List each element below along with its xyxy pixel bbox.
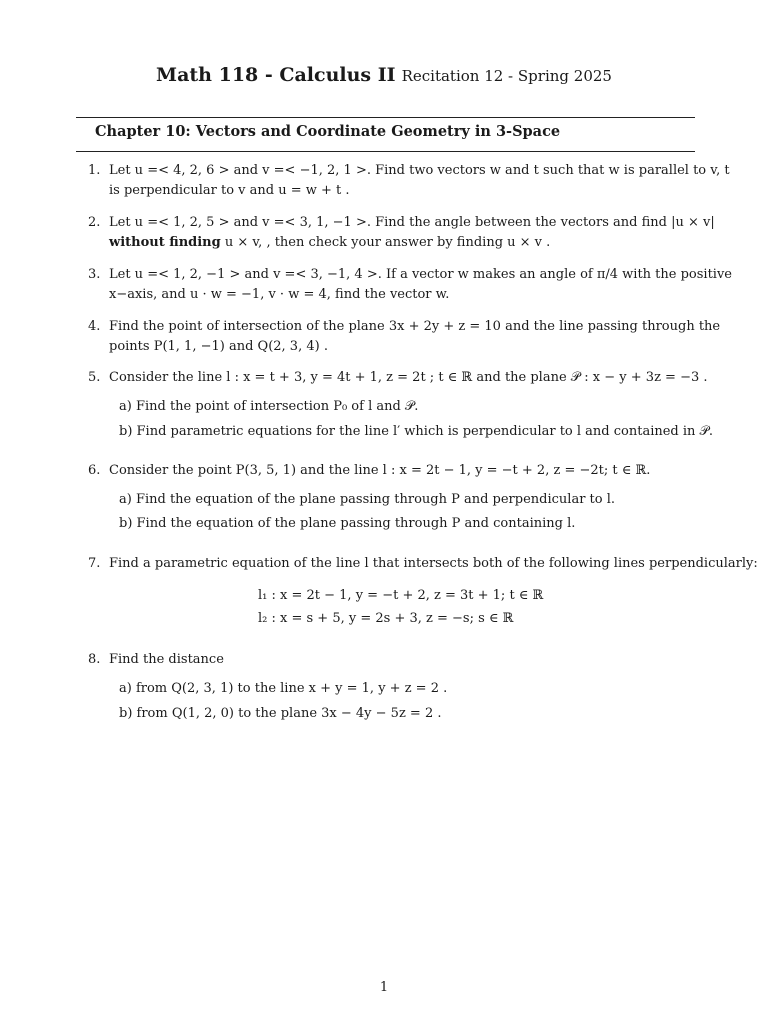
sub-item-a: a) from Q(2, 3, 1) to the line x + y = 1, y + z = 2 . xyxy=(119,681,448,696)
problem-number: 2. xyxy=(88,215,101,230)
top-rule xyxy=(76,117,695,118)
problem-text-line xyxy=(88,233,696,253)
problem-4 xyxy=(88,317,721,357)
problem-6 xyxy=(88,461,696,481)
course-title: Math 118 - Calculus II xyxy=(156,64,396,86)
problem-text-line: Let u =< 1, 2, 5 > and v =< 3, 1, −1 >. Find the angle between the vectors and find |u × v| xyxy=(109,215,715,230)
emphasis-text: without finding xyxy=(109,235,221,250)
page-number: 1 xyxy=(379,980,389,995)
problem-number: 8. xyxy=(88,652,101,667)
problem-8 xyxy=(88,650,696,670)
problem-number: 5. xyxy=(88,370,101,385)
equation-l2: l₂ : x = s + 5, y = 2s + 3, z = −s; s ∈ ℝ xyxy=(258,611,514,626)
problem-text-line: Let u =< 4, 2, 6 > and v =< −1, 2, 1 >. Find two vectors w and t such that w is parallel to v, t xyxy=(109,163,730,178)
problem-number: 6. xyxy=(88,463,101,478)
problem-1 xyxy=(88,161,730,201)
problem-text-line: Consider the line l : x = t + 3, y = 4t + 1, z = 2t ; t ∈ ℝ and the plane 𝒫 : x − y + 3z = −3 . xyxy=(109,370,708,385)
problem-text-rest: u × v, , then check your answer by finding u × v . xyxy=(220,235,551,250)
problem-text-line: Consider the point P(3, 5, 1) and the line l : x = 2t − 1, y = −t + 2, z = −2t; t ∈ ℝ. xyxy=(109,463,651,478)
problem-number: 7. xyxy=(88,556,101,571)
sub-item-a: a) Find the equation of the plane passing through P and perpendicular to l. xyxy=(119,492,616,507)
recitation-subtitle: Recitation 12 - Spring 2025 xyxy=(401,67,612,85)
page-title xyxy=(0,64,768,86)
problem-number: 3. xyxy=(88,267,101,282)
problem-2 xyxy=(88,213,715,253)
problem-7 xyxy=(88,554,758,574)
sub-item-b: b) from Q(1, 2, 0) to the plane 3x − 4y − 5z = 2 . xyxy=(119,706,442,721)
problem-3 xyxy=(88,265,732,305)
problem-text-line: Let u =< 1, 2, −1 > and v =< 3, −1, 4 >. If a vector w makes an angle of π/4 with the positive xyxy=(109,267,732,282)
sub-item-b: b) Find parametric equations for the line l′ which is perpendicular to l and contained in 𝒫. xyxy=(119,424,714,439)
problem-5 xyxy=(88,368,708,388)
equation-l1: l₁ : x = 2t − 1, y = −t + 2, z = 3t + 1; t ∈ ℝ xyxy=(258,588,544,603)
problem-text-line: Find the point of intersection of the plane 3x + 2y + z = 10 and the line passing through the xyxy=(109,319,721,334)
sub-item-a: a) Find the point of intersection P₀ of l and 𝒫. xyxy=(119,399,419,414)
sub-item-b: b) Find the equation of the plane passing through P and containing l. xyxy=(119,516,576,531)
problem-text-line: is perpendicular to v and u = w + t . xyxy=(109,183,350,198)
problem-number: 1. xyxy=(88,163,101,178)
problem-text-line: x−axis, and u · w = −1, v · w = 4, find the vector w. xyxy=(109,287,450,302)
problem-text-line: Find the distance xyxy=(109,652,224,667)
problem-number: 4. xyxy=(88,319,101,334)
problem-text-line: points P(1, 1, −1) and Q(2, 3, 4) . xyxy=(109,339,328,354)
bottom-rule xyxy=(76,151,695,152)
chapter-heading: Chapter 10: Vectors and Coordinate Geometry in 3-Space xyxy=(95,123,561,140)
problem-text-line: Find a parametric equation of the line l that intersects both of the following lines perpendicularly: xyxy=(109,556,758,571)
